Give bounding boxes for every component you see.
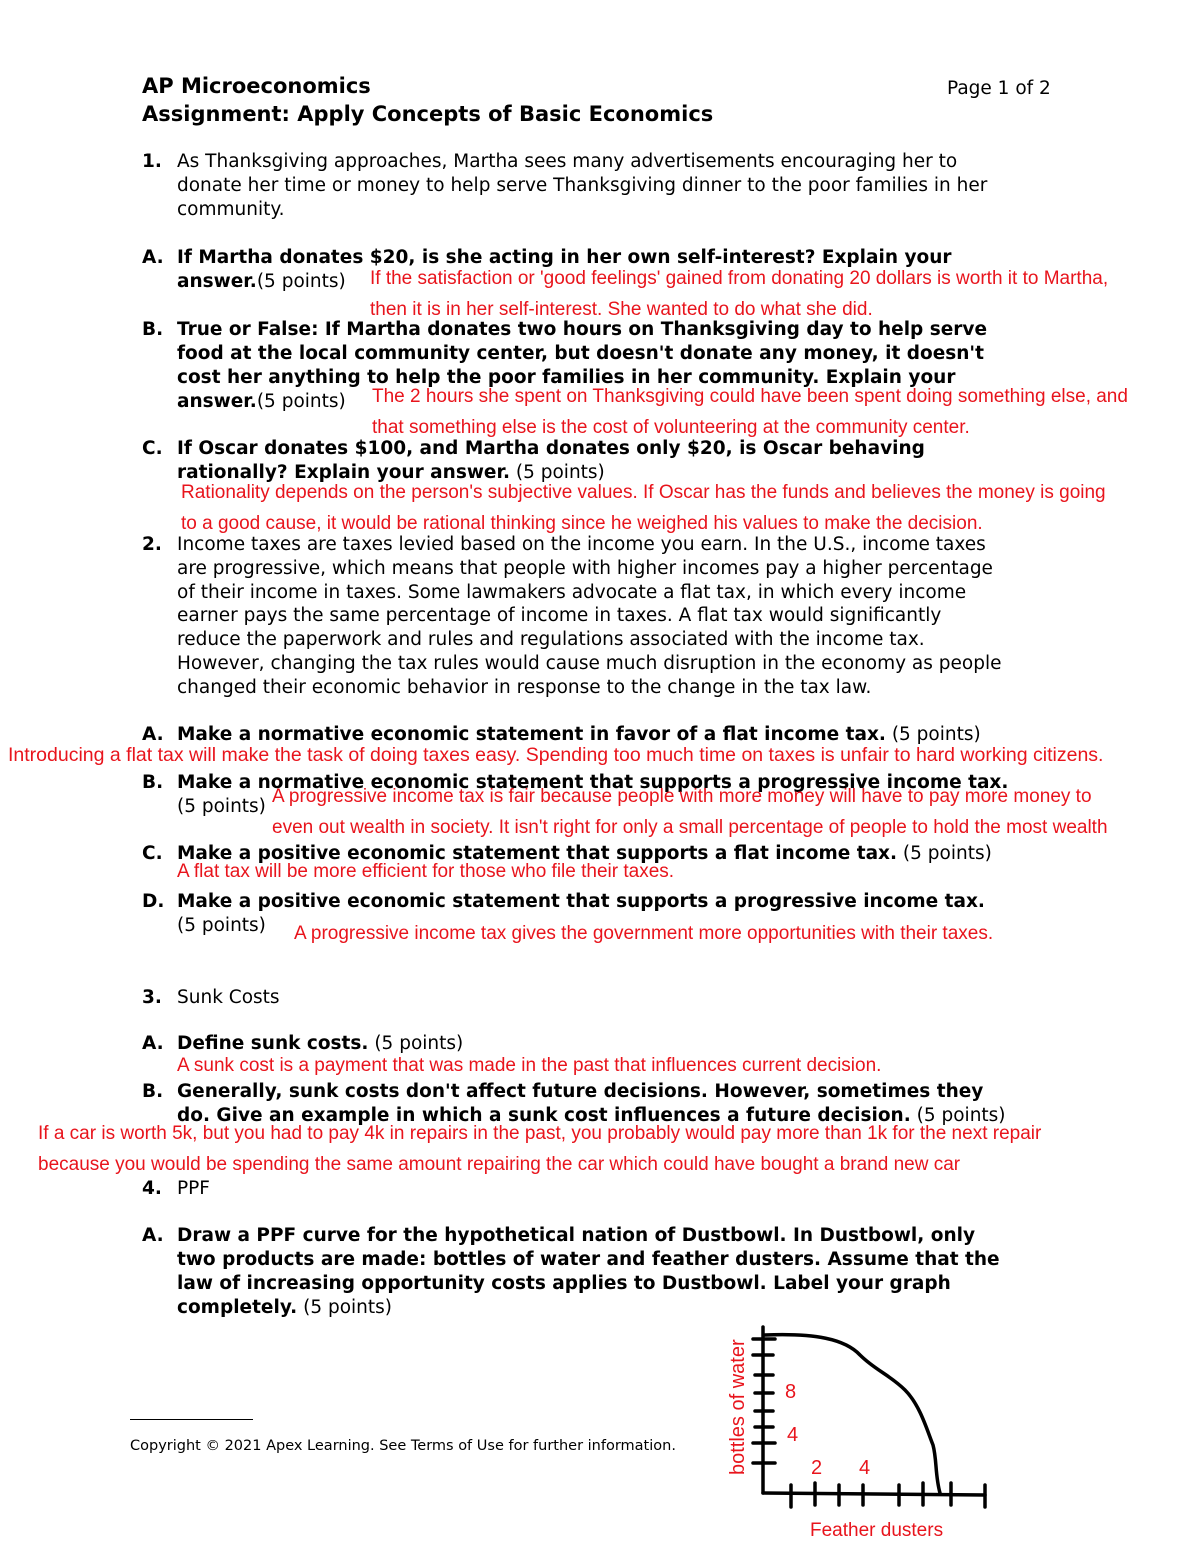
q1b-prompt-word: answer.: [177, 391, 257, 412]
q1c-letter: C.: [142, 438, 163, 459]
q2-number: 2.: [142, 534, 162, 555]
q2a-letter: A.: [142, 724, 164, 745]
q1c-answer-line: to a good cause, it would be rational thinking since he weighed his values to make the decision.: [181, 513, 983, 534]
q4a-letter: A.: [142, 1225, 164, 1246]
x-tick-label: 2: [811, 1457, 823, 1479]
ppf-curve: [765, 1335, 940, 1493]
q1-number: 1.: [142, 151, 162, 172]
q1-line: community.: [177, 199, 285, 220]
q3-title: Sunk Costs: [177, 987, 280, 1008]
q1a-prompt: If Martha donates $20, is she acting in her own self-interest? Explain your: [177, 247, 952, 268]
ppf-graph: [715, 1315, 1005, 1550]
q1a-letter: A.: [142, 247, 164, 268]
q3a-prompt-row: [177, 1032, 463, 1056]
q1b-answer-line: The 2 hours she spent on Thanksgiving could have been spent doing something else, and: [372, 386, 1128, 407]
x-axis-label: Feather dusters: [810, 1520, 944, 1541]
y-tick-label: 4: [787, 1424, 799, 1446]
q1b-points: (5 points): [256, 391, 346, 412]
q3a-points: (5 points): [374, 1033, 464, 1054]
assignment-title: Assignment: Apply Concepts of Basic Economics: [142, 102, 714, 126]
q4a-prompt: law of increasing opportunity costs applies to Dustbowl. Label your graph: [177, 1273, 951, 1294]
q2-line: earner pays the same percentage of income in taxes. A flat tax would significantly: [177, 605, 942, 626]
y-tick-label: 8: [785, 1381, 797, 1403]
q1a-answer-line: If the satisfaction or 'good feelings' gained from donating 20 dollars is worth it to Martha,: [370, 268, 1109, 289]
q1-line: donate her time or money to help serve Thanksgiving dinner to the poor families in her: [177, 175, 988, 196]
q1b-letter: B.: [142, 319, 164, 340]
x-tick-label: 4: [859, 1457, 871, 1479]
q3b-answer-line: If a car is worth 5k, but you had to pay 4k in repairs in the past, you probably would pay more than 1k for the next repair: [38, 1123, 1042, 1144]
q4a-prompt-row: [177, 1296, 392, 1320]
q2b-prompt: Make a normative economic statement that supports a progressive income tax.: [177, 772, 1009, 793]
footnote-rule: [130, 1419, 253, 1420]
q4-title: PPF: [177, 1178, 210, 1199]
course-title: AP Microeconomics: [142, 74, 371, 98]
q1b-prompt: food at the local community center, but doesn't donate any money, it doesn't: [177, 343, 984, 364]
q4a-prompt: completely.: [177, 1297, 298, 1318]
q2c-letter: C.: [142, 843, 163, 864]
q2b-points: (5 points): [177, 796, 266, 817]
q2-line: of their income in taxes. Some lawmakers advocate a flat tax, in which every income: [177, 582, 967, 603]
q2-line: Income taxes are taxes levied based on the income you earn. In the U.S., income taxes: [177, 534, 986, 555]
q1c-answer-line: Rationality depends on the person's subjective values. If Oscar has the funds and believes the money is going: [181, 482, 1106, 503]
q3b-answer-line: because you would be spending the same amount repairing the car which could have bought a brand new car: [38, 1154, 961, 1175]
q2d-points: (5 points): [177, 915, 266, 936]
copyright: Copyright © 2021 Apex Learning. See Terms of Use for further information.: [130, 1438, 676, 1454]
q1a-prompt-word: answer.: [177, 271, 257, 292]
q2b-answer-line: even out wealth in society. It isn't right for only a small percentage of people to hold the most wealth: [272, 817, 1108, 838]
q2-line: changed their economic behavior in response to the change in the tax law.: [177, 677, 872, 698]
q4a-prompt: two products are made: bottles of water and feather dusters. Assume that the: [177, 1249, 1000, 1270]
q4-number: 4.: [142, 1178, 162, 1199]
q2b-answer-line: A progressive income tax is fair because people with more money will have to pay more money to: [272, 786, 1092, 807]
q4a-prompt: Draw a PPF curve for the hypothetical nation of Dustbowl. In Dustbowl, only: [177, 1225, 976, 1246]
q1-line: As Thanksgiving approaches, Martha sees many advertisements encouraging her to: [177, 151, 958, 172]
q1c-points: (5 points): [515, 462, 605, 483]
q2d-letter: D.: [142, 891, 165, 912]
y-axis-label: bottles of water: [727, 1339, 749, 1475]
q1b-prompt-end: [177, 390, 346, 414]
q1c-prompt-word: rationally? Explain your answer.: [177, 462, 510, 483]
q3-number: 3.: [142, 987, 162, 1008]
q3a-prompt: Define sunk costs.: [177, 1033, 369, 1054]
q3b-points: (5 points): [916, 1105, 1006, 1126]
q1b-prompt: True or False: If Martha donates two hours on Thanksgiving day to help serve: [177, 319, 988, 340]
q3a-letter: A.: [142, 1033, 164, 1054]
q3a-answer: A sunk cost is a payment that was made in the past that influences current decision.: [177, 1055, 882, 1076]
q2-line: However, changing the tax rules would cause much disruption in the economy as people: [177, 653, 1002, 674]
q2-line: are progressive, which means that people with higher incomes pay a higher percentage: [177, 558, 993, 579]
q1b-prompt: cost her anything to help the poor families in her community. Explain your: [177, 367, 956, 388]
page-number: Page 1 of 2: [947, 78, 1051, 99]
q2c-prompt: Make a positive economic statement that supports a flat income tax.: [177, 843, 898, 864]
q2b-letter: B.: [142, 772, 164, 793]
q3b-letter: B.: [142, 1081, 164, 1102]
q1c-prompt: If Oscar donates $100, and Martha donates only $20, is Oscar behaving: [177, 438, 925, 459]
q1a-answer-line: then it is in her self-interest. She wanted to do what she did.: [370, 299, 873, 320]
q2d-prompt: Make a positive economic statement that supports a progressive income tax.: [177, 891, 985, 912]
q2c-points: (5 points): [902, 843, 992, 864]
q1a-prompt-end: [177, 270, 346, 294]
q3b-prompt: Generally, sunk costs don't affect future decisions. However, sometimes they: [177, 1081, 984, 1102]
q2a-prompt: Make a normative economic statement in favor of a flat income tax.: [177, 724, 886, 745]
q2-line: reduce the paperwork and rules and regulations associated with the income tax.: [177, 629, 925, 650]
q1b-answer-line: that something else is the cost of volunteering at the community center.: [372, 417, 970, 438]
q2a-answer: Introducing a flat tax will make the task of doing taxes easy. Spending too much time on taxes is unfair to hard working citizens.: [8, 744, 1104, 766]
q2a-points: (5 points): [891, 724, 981, 745]
q1a-points: (5 points): [256, 271, 346, 292]
q3b-prompt: do. Give an example in which a sunk cost influences a future decision.: [177, 1105, 911, 1126]
q2c-answer: A flat tax will be more efficient for those who file their taxes.: [177, 861, 675, 882]
q2d-answer: A progressive income tax gives the government more opportunities with their taxes.: [294, 923, 994, 944]
q4a-points: (5 points): [303, 1297, 393, 1318]
